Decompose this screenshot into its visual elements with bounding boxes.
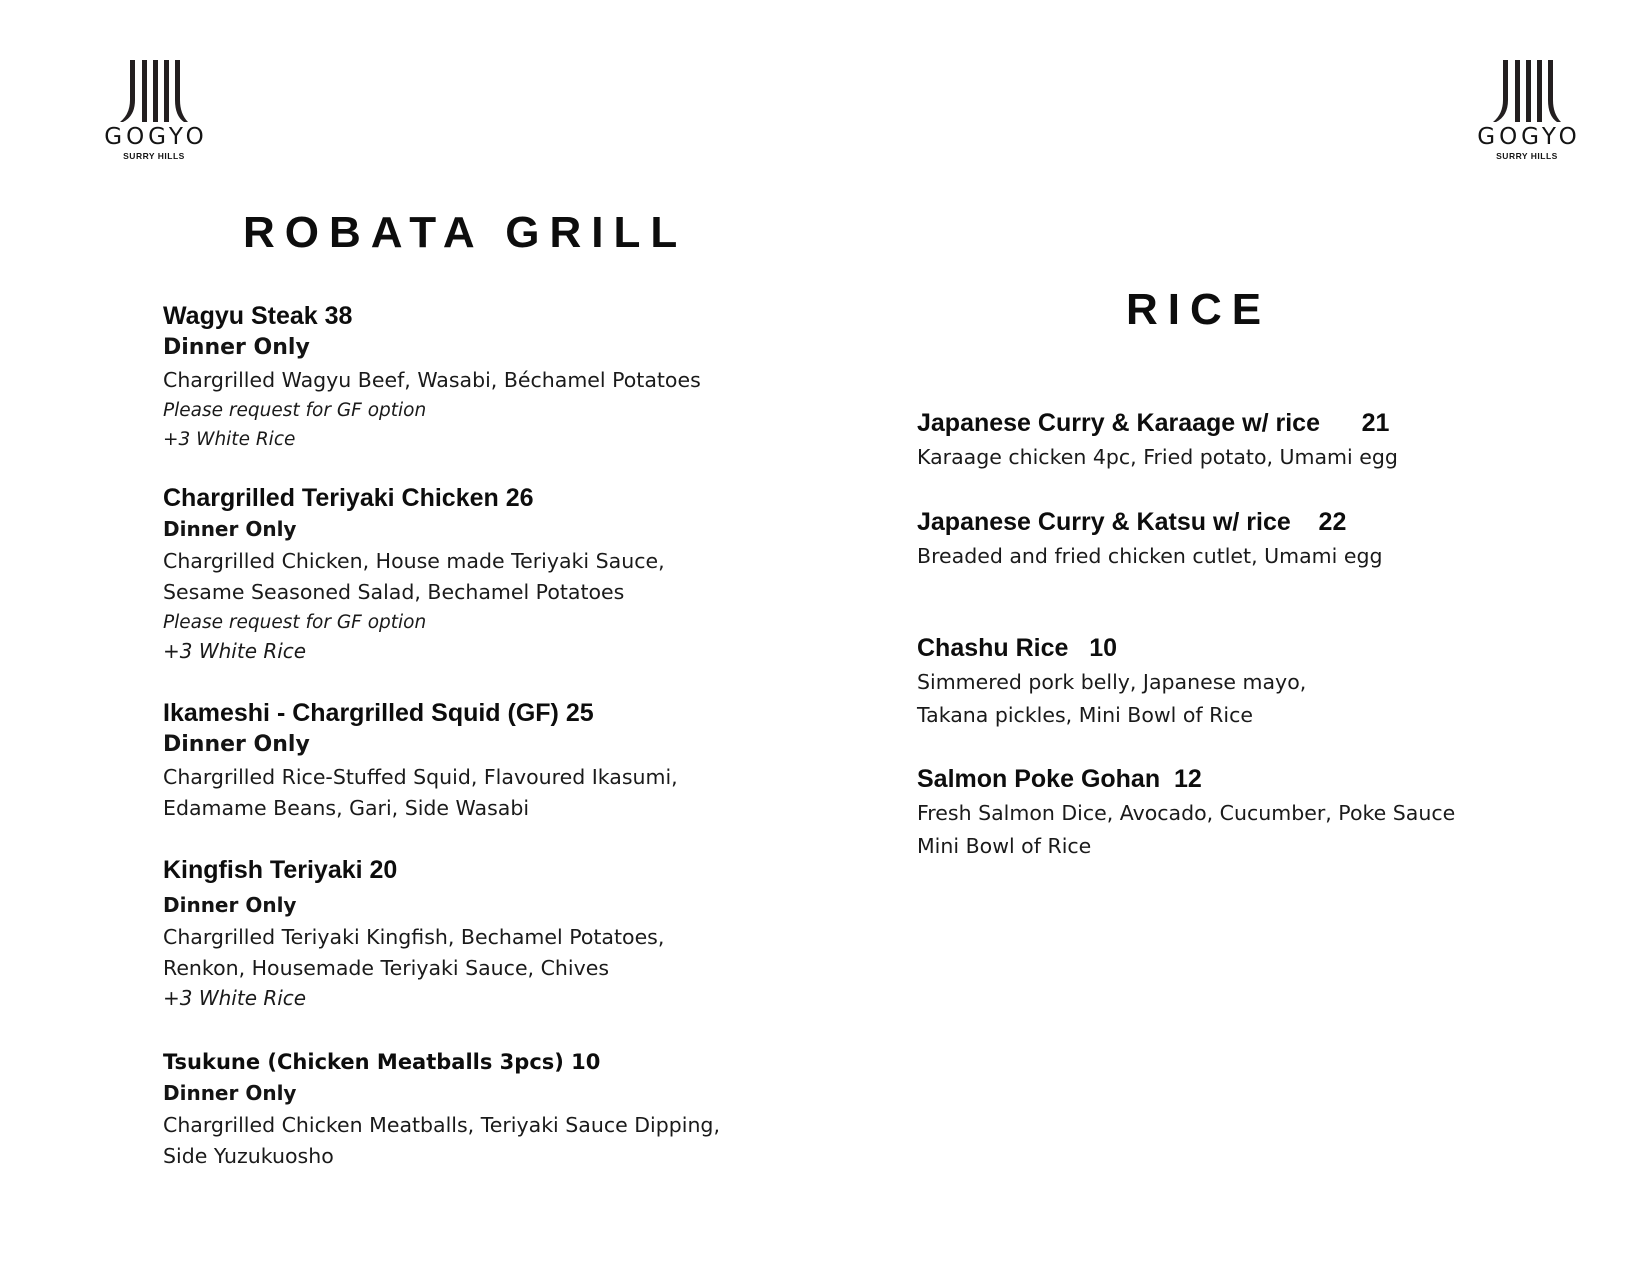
item-extras: +3 White Rice <box>163 986 307 1010</box>
item-name: Japanese Curry & Katsu w/ rice 22 <box>917 508 1347 536</box>
logo-location: SURRY HILLS <box>123 151 185 161</box>
item-name: Ikameshi - Chargrilled Squid (GF) 25 <box>163 699 594 727</box>
item-description: Chargrilled Chicken, House made Teriyaki Sauce, Sesame Seasoned Salad, Bechamel Potatoes <box>163 549 665 604</box>
item-availability: Dinner Only <box>163 893 297 917</box>
item-name: Salmon Poke Gohan 12 <box>917 765 1202 793</box>
menu-item-curry-karaage <box>917 405 1398 474</box>
item-availability: Dinner Only <box>163 1081 297 1105</box>
item-name: Tsukune (Chicken Meatballs 3pcs) 10 <box>163 1050 601 1074</box>
logo-left <box>89 60 219 161</box>
menu-item-salmon-poke <box>917 761 1455 863</box>
gogyo-logo-mark <box>120 60 188 122</box>
logo-brand: GOGYO <box>1477 124 1581 150</box>
menu-item-ikameshi <box>163 697 678 824</box>
item-extras: Please request for GF option +3 White Rice <box>163 612 427 663</box>
item-description: Simmered pork belly, Japanese mayo, Takana pickles, Mini Bowl of Rice <box>917 670 1307 727</box>
rice-title: RICE <box>1126 285 1272 334</box>
menu-item-tsukune <box>163 1046 720 1172</box>
robata-grill-title: ROBATA GRILL <box>243 208 688 257</box>
item-name: Kingfish Teriyaki 20 <box>163 856 398 884</box>
menu-item-chashu-rice <box>917 630 1306 732</box>
item-availability: Dinner Only <box>163 732 310 757</box>
menu-item-teriyaki-chicken <box>163 482 665 666</box>
item-description: Chargrilled Chicken Meatballs, Teriyaki Sauce Dipping, Side Yuzukuosho <box>163 1113 720 1168</box>
item-name: Wagyu Steak 38 <box>163 302 353 330</box>
item-description: Karaage chicken 4pc, Fried potato, Umami egg <box>917 445 1398 469</box>
item-name: Japanese Curry & Karaage w/ rice 21 <box>917 409 1390 437</box>
logo-location: SURRY HILLS <box>1496 151 1558 161</box>
item-description: Fresh Salmon Dice, Avocado, Cucumber, Poke Sauce Mini Bowl of Rice <box>917 801 1456 858</box>
logo-right <box>1462 60 1592 161</box>
item-name: Chashu Rice 10 <box>917 634 1118 662</box>
menu-item-kingfish-teriyaki <box>163 854 664 1012</box>
menu-item-curry-katsu <box>917 504 1382 573</box>
item-availability: Dinner Only <box>163 335 310 360</box>
item-extras: Please request for GF option +3 White Rice <box>163 400 427 450</box>
menu-item-wagyu-steak <box>163 300 701 454</box>
logo-brand: GOGYO <box>104 124 208 150</box>
item-availability: Dinner Only <box>163 517 297 541</box>
item-description: Breaded and fried chicken cutlet, Umami egg <box>917 544 1383 568</box>
item-description: Chargrilled Wagyu Beef, Wasabi, Béchamel Potatoes <box>163 368 701 392</box>
gogyo-logo-mark <box>1493 60 1561 122</box>
item-description: Chargrilled Rice-Stuffed Squid, Flavoured Ikasumi, Edamame Beans, Gari, Side Wasabi <box>163 765 678 820</box>
item-name: Chargrilled Teriyaki Chicken 26 <box>163 484 534 512</box>
item-description: Chargrilled Teriyaki Kingfish, Bechamel Potatoes, Renkon, Housemade Teriyaki Sauce, Chives <box>163 925 665 980</box>
